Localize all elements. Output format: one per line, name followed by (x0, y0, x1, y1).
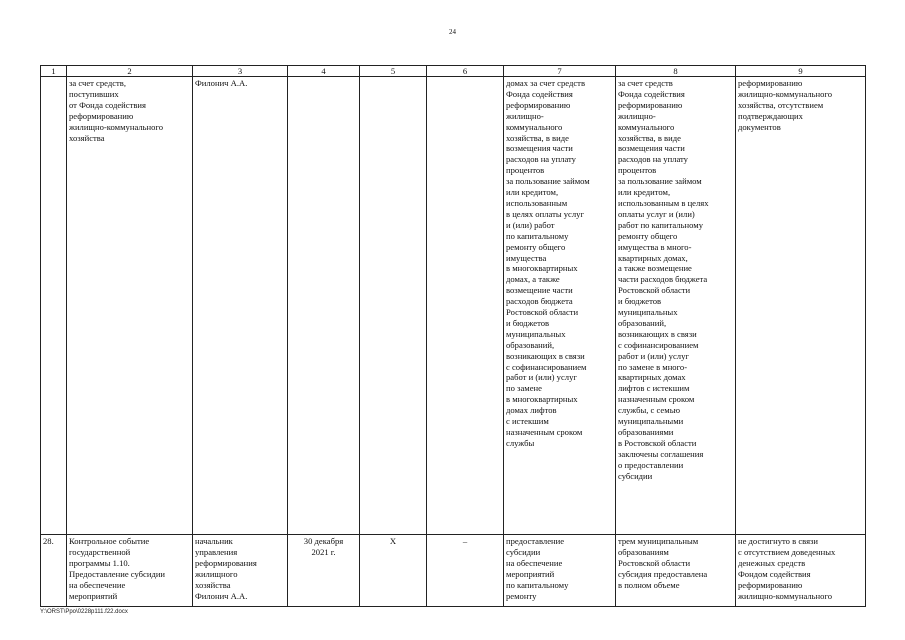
cell-line: образований, (618, 317, 667, 328)
cell-line: домах за счет средств (506, 78, 585, 88)
cell-line: государственной (69, 546, 131, 557)
cell-line: жилищного (195, 568, 238, 579)
cell-line: службы, с семью (618, 405, 681, 416)
cell-line: коммунального (506, 121, 563, 132)
cell-line: хозяйства, отсутствием (738, 99, 824, 110)
cell-line: ремонту общего (618, 230, 678, 241)
column-header: 3 (193, 66, 288, 77)
cell-line: за счет средств (618, 78, 673, 88)
cell-line: 30 декабря (303, 536, 344, 546)
cell-line: Х (389, 536, 397, 546)
row-number-cell: 28. (41, 535, 67, 607)
cell-line: образований, (506, 339, 555, 350)
column-header: 2 (67, 66, 193, 77)
cell-line: субсидии (506, 546, 541, 557)
cell-line: реформирования (195, 557, 257, 568)
cell-line: не достигнуто в связи (738, 536, 819, 546)
cell-line: возмещения части (506, 143, 573, 154)
cell-line: реформированию (738, 78, 803, 88)
cell-line: программы 1.10. (69, 557, 130, 568)
cell-line: жилищно-коммунального (738, 88, 833, 99)
table-header-row (41, 66, 866, 77)
file-path-footer: Y:\ORST\Ppo\0228p111.f22.docx (40, 609, 128, 615)
cell-line: и бюджетов (506, 317, 550, 328)
cell-line: жилищно-коммунального (738, 590, 833, 601)
cell-line: хозяйства, в виде (506, 132, 569, 143)
cell-line: в многоквартирных (506, 394, 578, 405)
column-header: 1 (41, 66, 67, 77)
cell-line: мероприятий (506, 568, 555, 579)
cell-line: жилищно- (618, 110, 656, 121)
cell-line: субсидии (618, 470, 653, 481)
cell-line: реформированию (69, 110, 134, 121)
planned-date-cell (288, 77, 360, 535)
cell-line: процентов (618, 165, 657, 176)
cell-line: возмещение части (506, 285, 573, 296)
cell-line: муниципальных (618, 307, 678, 318)
cell-line: квартирных домах (618, 372, 686, 383)
actual-date-cell (360, 77, 427, 535)
cell-line: от Фонда содействия (69, 99, 146, 110)
cell-line: имущества (506, 252, 547, 263)
cell-line: Контрольное событие (69, 536, 150, 546)
cell-line: части расходов бюджета (618, 274, 708, 285)
cell-line: возникающих в связи (618, 328, 697, 339)
column-header: 9 (736, 66, 866, 77)
cell-line: о предоставлении (618, 459, 684, 470)
cell-line: Ростовской области (618, 557, 691, 568)
cell-line: в многоквартирных (506, 263, 578, 274)
cell-line: – (462, 536, 468, 546)
cell-line: реформированию (506, 99, 571, 110)
cell-line: управления (195, 546, 238, 557)
cell-line: документов (738, 121, 781, 132)
cell-line: расходов на уплату (506, 154, 576, 165)
cell-line: за пользование займом (618, 176, 702, 187)
cell-line: или кредитом, (506, 187, 559, 198)
cell-line: назначенным сроком (506, 427, 583, 437)
cell-line: заключены соглашения (618, 448, 704, 459)
cell-line: Ростовской области (506, 307, 579, 318)
cell-line: назначенным сроком (618, 394, 695, 405)
cell-line: на обеспечение (69, 579, 126, 590)
cell-line: субсидия предоставлена (618, 568, 708, 579)
cell-line: денежных средств (738, 557, 806, 568)
actual-result-cell (616, 535, 736, 607)
cell-line: расходов на уплату (618, 154, 688, 165)
cell-line: хозяйства, в виде (618, 132, 681, 143)
cell-line: в целях оплаты услуг (506, 208, 584, 219)
cell-line: жилищно-коммунального (69, 121, 164, 132)
cell-line: а также возмещение (618, 263, 692, 274)
responsible-cell (193, 77, 288, 535)
cell-line: возмещения части (618, 143, 685, 154)
responsible-cell (193, 535, 288, 607)
cell-line: с истекшим (506, 416, 549, 427)
column-header: 6 (427, 66, 504, 77)
cell-line: Фондом содействия (738, 568, 811, 579)
cell-line: использованным в целях (618, 197, 709, 208)
cell-line: использованным (506, 197, 568, 208)
cell-line: ремонту общего (506, 241, 566, 252)
cell-line: предоставление (506, 536, 565, 546)
cell-line: образованиями (618, 427, 674, 437)
cell-line: Филонич А.А. (195, 78, 248, 88)
cell-line: коммунального (618, 121, 675, 132)
cell-line: Ростовской области (618, 285, 691, 296)
cell-line: подтверждающих (738, 110, 803, 121)
reason-cell (736, 535, 866, 607)
table-row (41, 535, 866, 607)
column-header: 4 (288, 66, 360, 77)
cell-line: домах лифтов (506, 405, 557, 416)
cell-line: мероприятий (69, 590, 118, 601)
cell-line: и (или) работ (506, 219, 555, 230)
cell-line: по замене (506, 383, 542, 394)
cell-line: лифтов с истекшим (618, 383, 690, 394)
cell-line: и бюджетов (618, 296, 662, 307)
cell-line: реформированию (738, 579, 803, 590)
table-row (41, 77, 866, 535)
cell-line: поступивших (69, 88, 119, 99)
cell-line: по замене в много- (618, 361, 688, 372)
cell-line: в полном объеме (618, 579, 680, 590)
cell-line: работ и (или) услуг (618, 350, 689, 361)
actual-result-cell (616, 77, 736, 535)
cell-line: оплаты услуг и (или) (618, 208, 695, 219)
cell-line: Филонич А.А. (195, 590, 248, 601)
planned-date-cell (288, 535, 360, 607)
cell-line: домах, а также (506, 274, 560, 285)
cell-line: в Ростовской области (618, 437, 697, 448)
cell-line: хозяйства (69, 132, 105, 143)
row-number-cell (41, 77, 67, 535)
column-6-cell (427, 77, 504, 535)
cell-line: Фонда содействия (506, 88, 573, 99)
cell-line: возникающих в связи (506, 350, 585, 361)
page-number: 24 (449, 28, 456, 36)
column-6-cell (427, 535, 504, 607)
cell-line: работ по капитальному (618, 219, 703, 230)
cell-line: начальник (195, 536, 233, 546)
cell-line: с софинансированием (506, 361, 587, 372)
cell-line: реформированию (618, 99, 683, 110)
cell-line: хозяйства (195, 579, 231, 590)
cell-line: жилищно- (506, 110, 544, 121)
cell-line: муниципальных (506, 328, 566, 339)
cell-line: Предоставление субсидии (69, 568, 166, 579)
cell-line: муниципальными (618, 416, 684, 427)
cell-line: за пользование займом (506, 176, 590, 187)
cell-line: работ и (или) услуг (506, 372, 577, 383)
report-table (40, 65, 866, 607)
cell-line: или кредитом, (618, 187, 671, 198)
cell-line: расходов бюджета (506, 296, 573, 307)
cell-line: с софинансированием (618, 339, 699, 350)
event-name-cell (67, 77, 193, 535)
cell-line: 2021 г. (311, 546, 336, 557)
cell-line: по капитальному (506, 230, 569, 241)
cell-line: имущества в много- (618, 241, 692, 252)
cell-line: на обеспечение (506, 557, 563, 568)
column-header: 5 (360, 66, 427, 77)
reason-cell (736, 77, 866, 535)
cell-line: за счет средств, (69, 78, 127, 88)
column-header: 8 (616, 66, 736, 77)
cell-line: по капитальному (506, 579, 569, 590)
cell-line: службы (506, 437, 535, 448)
cell-line: с отсутствием доведенных (738, 546, 836, 557)
planned-result-cell (504, 535, 616, 607)
planned-result-cell (504, 77, 616, 535)
cell-line: квартирных домах, (618, 252, 688, 263)
cell-line: процентов (506, 165, 545, 176)
cell-line: Фонда содействия (618, 88, 685, 99)
cell-line: образованиям (618, 546, 669, 557)
cell-line: ремонту (506, 590, 537, 601)
column-header: 7 (504, 66, 616, 77)
cell-line: трем муниципальным (618, 536, 699, 546)
actual-date-cell (360, 535, 427, 607)
event-name-cell (67, 535, 193, 607)
